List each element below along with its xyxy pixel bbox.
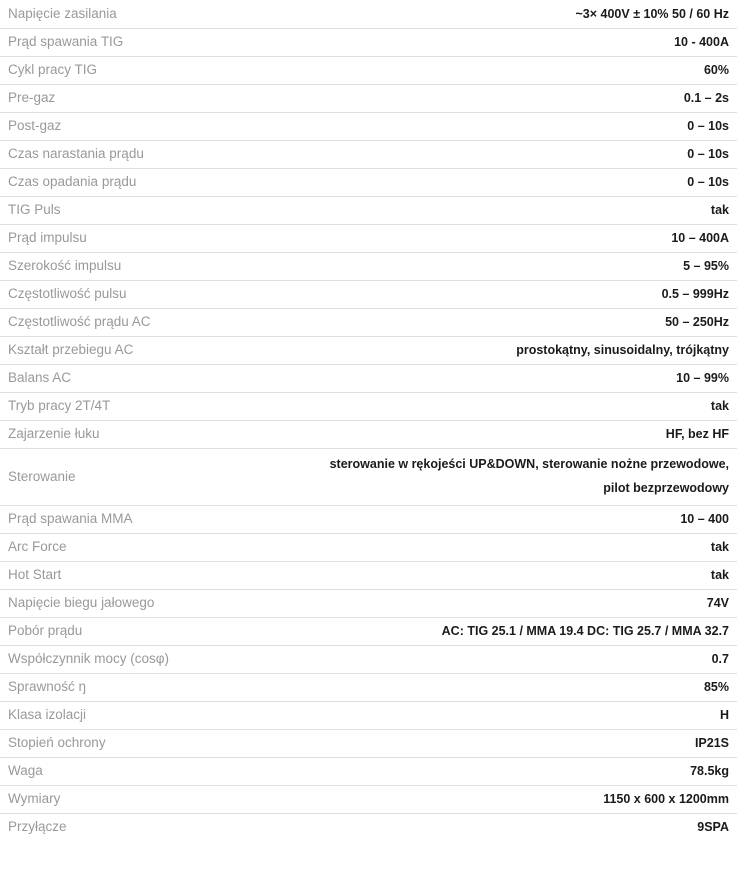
spec-row bbox=[0, 617, 737, 645]
spec-label: TIG Puls bbox=[8, 202, 61, 218]
spec-value: 10 – 99% bbox=[676, 370, 729, 385]
spec-label: Czas narastania prądu bbox=[8, 146, 144, 162]
spec-label: Wymiary bbox=[8, 791, 61, 807]
spec-label: Prąd spawania MMA bbox=[8, 511, 133, 527]
spec-value: 9SPA bbox=[697, 820, 729, 835]
spec-row bbox=[0, 645, 737, 673]
spec-row bbox=[0, 84, 737, 112]
spec-row bbox=[0, 112, 737, 140]
spec-label: Szerokość impulsu bbox=[8, 258, 122, 274]
spec-label: Cykl pracy TIG bbox=[8, 62, 98, 78]
spec-label: Stopień ochrony bbox=[8, 735, 106, 751]
spec-value: 85% bbox=[703, 679, 729, 694]
spec-label: Balans AC bbox=[8, 370, 72, 386]
spec-value: 0 – 10s bbox=[687, 174, 729, 189]
spec-label: Częstotliwość pulsu bbox=[8, 286, 127, 302]
spec-value: 74V bbox=[706, 595, 729, 610]
spec-row bbox=[0, 785, 737, 813]
spec-row bbox=[0, 56, 737, 84]
spec-label: Pobór prądu bbox=[8, 623, 83, 639]
spec-row bbox=[0, 252, 737, 280]
spec-value: 10 – 400 bbox=[680, 511, 729, 526]
spec-label: Klasa izolacji bbox=[8, 707, 87, 723]
spec-value: prostokątny, sinusoidalny, trójkątny bbox=[516, 342, 729, 357]
spec-value: tak bbox=[710, 398, 729, 413]
spec-row bbox=[0, 140, 737, 168]
spec-row bbox=[0, 336, 737, 364]
spec-row bbox=[0, 196, 737, 224]
spec-value: tak bbox=[710, 567, 729, 582]
spec-label: Waga bbox=[8, 763, 43, 779]
spec-value: tak bbox=[710, 202, 729, 217]
spec-value: ~3× 400V ± 10% 50 / 60 Hz bbox=[575, 6, 729, 21]
spec-value: 0 – 10s bbox=[687, 118, 729, 133]
spec-label: Arc Force bbox=[8, 539, 67, 555]
spec-row bbox=[0, 364, 737, 392]
spec-row bbox=[0, 420, 737, 448]
spec-label: Prąd spawania TIG bbox=[8, 34, 124, 50]
spec-label: Czas opadania prądu bbox=[8, 174, 137, 190]
spec-label: Zajarzenie łuku bbox=[8, 426, 100, 442]
spec-label: Post-gaz bbox=[8, 118, 62, 134]
spec-row bbox=[0, 757, 737, 785]
spec-label: Napięcie biegu jałowego bbox=[8, 595, 155, 611]
spec-label: Współczynnik mocy (cosφ) bbox=[8, 651, 170, 667]
spec-value: 0.5 – 999Hz bbox=[661, 286, 729, 301]
spec-label: Sprawność ŋ bbox=[8, 679, 87, 695]
spec-value: 10 – 400A bbox=[671, 230, 729, 245]
spec-value: 0 – 10s bbox=[687, 146, 729, 161]
spec-value: sterowanie w rękojeści UP&DOWN, sterowanie nożne przewodowe, pilot bezprzewodowy bbox=[329, 456, 729, 495]
spec-row bbox=[0, 589, 737, 617]
spec-row bbox=[0, 673, 737, 701]
spec-label: Częstotliwość prądu AC bbox=[8, 314, 151, 330]
spec-value: 5 – 95% bbox=[683, 258, 729, 273]
spec-label: Kształt przebiegu AC bbox=[8, 342, 134, 358]
spec-label: Hot Start bbox=[8, 567, 62, 583]
spec-row bbox=[0, 505, 737, 533]
spec-value: 10 - 400A bbox=[674, 34, 729, 49]
spec-row bbox=[0, 813, 737, 841]
spec-row bbox=[0, 280, 737, 308]
spec-value: AC: TIG 25.1 / MMA 19.4 DC: TIG 25.7 / MMA 32.7 bbox=[441, 623, 729, 638]
spec-value: 0.1 – 2s bbox=[683, 90, 729, 105]
spec-row bbox=[0, 729, 737, 757]
spec-value: 60% bbox=[703, 62, 729, 77]
spec-label: Sterowanie bbox=[8, 468, 76, 484]
spec-value: H bbox=[719, 707, 729, 722]
spec-label: Pre-gaz bbox=[8, 90, 56, 106]
spec-value: tak bbox=[710, 539, 729, 554]
spec-row bbox=[0, 0, 737, 28]
spec-row bbox=[0, 168, 737, 196]
spec-row bbox=[0, 448, 737, 505]
spec-value: 1150 x 600 x 1200mm bbox=[603, 791, 729, 806]
spec-value: IP21S bbox=[694, 735, 729, 750]
spec-row bbox=[0, 701, 737, 729]
spec-label: Przyłącze bbox=[8, 819, 67, 835]
spec-value: 50 – 250Hz bbox=[665, 314, 729, 329]
spec-row bbox=[0, 28, 737, 56]
spec-row bbox=[0, 392, 737, 420]
spec-row bbox=[0, 308, 737, 336]
spec-row bbox=[0, 224, 737, 252]
spec-value: 0.7 bbox=[711, 651, 729, 666]
spec-row bbox=[0, 561, 737, 589]
spec-label: Napięcie zasilania bbox=[8, 5, 117, 21]
spec-value: 78.5kg bbox=[690, 763, 729, 778]
spec-value: HF, bez HF bbox=[665, 426, 729, 441]
spec-row bbox=[0, 533, 737, 561]
spec-label: Tryb pracy 2T/4T bbox=[8, 398, 111, 414]
spec-label: Prąd impulsu bbox=[8, 230, 87, 246]
